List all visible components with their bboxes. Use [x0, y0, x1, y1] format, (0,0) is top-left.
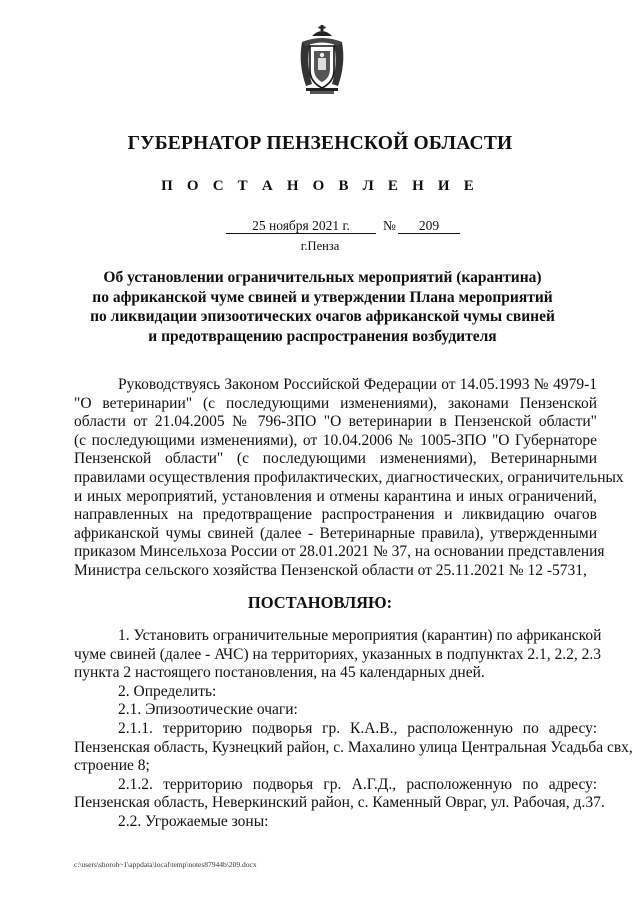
preamble-line: приказом Минсельхоза России от 28.01.2021 № 37, на основании представления — [74, 543, 605, 561]
preamble-line: области от 21.04.2005 № 796-ЗПО "О ветеринарии в Пензенской области" — [74, 413, 597, 431]
document-date: 25 ноября 2021 г. — [226, 218, 376, 234]
body-line: 2. Определить: — [118, 682, 217, 700]
subject-line: Об установлении ограничительных мероприятий (карантина) — [103, 269, 542, 286]
body-line: 2.1. Эпизоотические очаги: — [118, 701, 298, 719]
decree-body — [74, 627, 633, 832]
body-line: 2.1.2. территорию подворья гр. А.Г.Д., расположенную по адресу: — [118, 775, 597, 793]
body-line: Пензенская область, Кузнецкий район, с. Махалино улица Центральная Усадьба свх, — [74, 738, 633, 756]
body-line: 2.2. Угрожаемые зоны: — [118, 812, 269, 830]
document-city: г.Пенза — [300, 239, 340, 253]
subject-line: по ликвидации эпизоотических очагов африканской чумы свиней — [90, 308, 555, 325]
preamble-line: направленных на предотвращение распространения и ликвидацию очагов — [74, 506, 597, 524]
body-line: пункта 2 настоящего постановления, на 45 календарных дней. — [74, 664, 485, 682]
subject-line: по африканской чуме свиней и утверждении Плана мероприятий — [92, 288, 553, 306]
body-line: чуме свиней (далее - АЧС) на территориях, указанных в подпунктах 2.1, 2.2, 2.3 — [74, 645, 601, 663]
preamble-line: "О ветеринарии" (с последующими изменениями), законами Пензенской — [74, 394, 597, 412]
subject-line: и предотвращению распространения возбудителя — [148, 327, 497, 345]
preamble-line: африканской чумы свиней (далее - Ветеринарные правила), утвержденными — [74, 524, 597, 542]
preamble-line: правилами осуществления профилактических, диагностических, ограничительных — [74, 468, 624, 486]
preamble-line: Руководствуясь Законом Российской Федерации от 14.05.1993 № 4979-1 — [118, 376, 597, 393]
document-subject — [60, 268, 585, 346]
issuer-title: ГУБЕРНАТОР ПЕНЗЕНСКОЙ ОБЛАСТИ — [127, 133, 513, 154]
body-line: 2.1.1. территорию подворья гр. К.А.В., расположенную по адресу: — [118, 719, 597, 737]
number-sign: № — [383, 218, 396, 233]
preamble-line: Пензенской области" (с последующими изменениями), Ветеринарными — [74, 450, 597, 468]
preamble-line: (с последующими изменениями), от 10.04.2006 № 1005-ЗПО "О Губернаторе — [74, 431, 597, 449]
body-line: 1. Установить ограничительные мероприятия (карантин) по африканской — [118, 627, 602, 644]
preamble-line: Министра сельского хозяйства Пензенской области от 25.11.2021 № 12 -5731, — [74, 561, 587, 579]
document-type: П О С Т А Н О В Л Е Н И Е — [161, 178, 479, 194]
preamble-line: и иных мероприятий, установления и отмены карантина и иных ограничений, — [74, 487, 597, 505]
preamble-paragraph — [74, 376, 624, 581]
document-number: 209 — [398, 218, 460, 234]
body-line: строение 8; — [74, 757, 150, 775]
coat-of-arms-emblem — [296, 24, 348, 96]
footer-file-path: c:\users\shoroh~1\appdata\local\temp\notes87944b\209.docx — [74, 860, 257, 869]
date-number-line — [0, 218, 640, 238]
body-line: Пензенская область, Неверкинский район, с. Каменный Овраг, ул. Рабочая, д.37. — [74, 794, 605, 812]
decree-word: ПОСТАНОВЛЯЮ: — [247, 593, 393, 612]
